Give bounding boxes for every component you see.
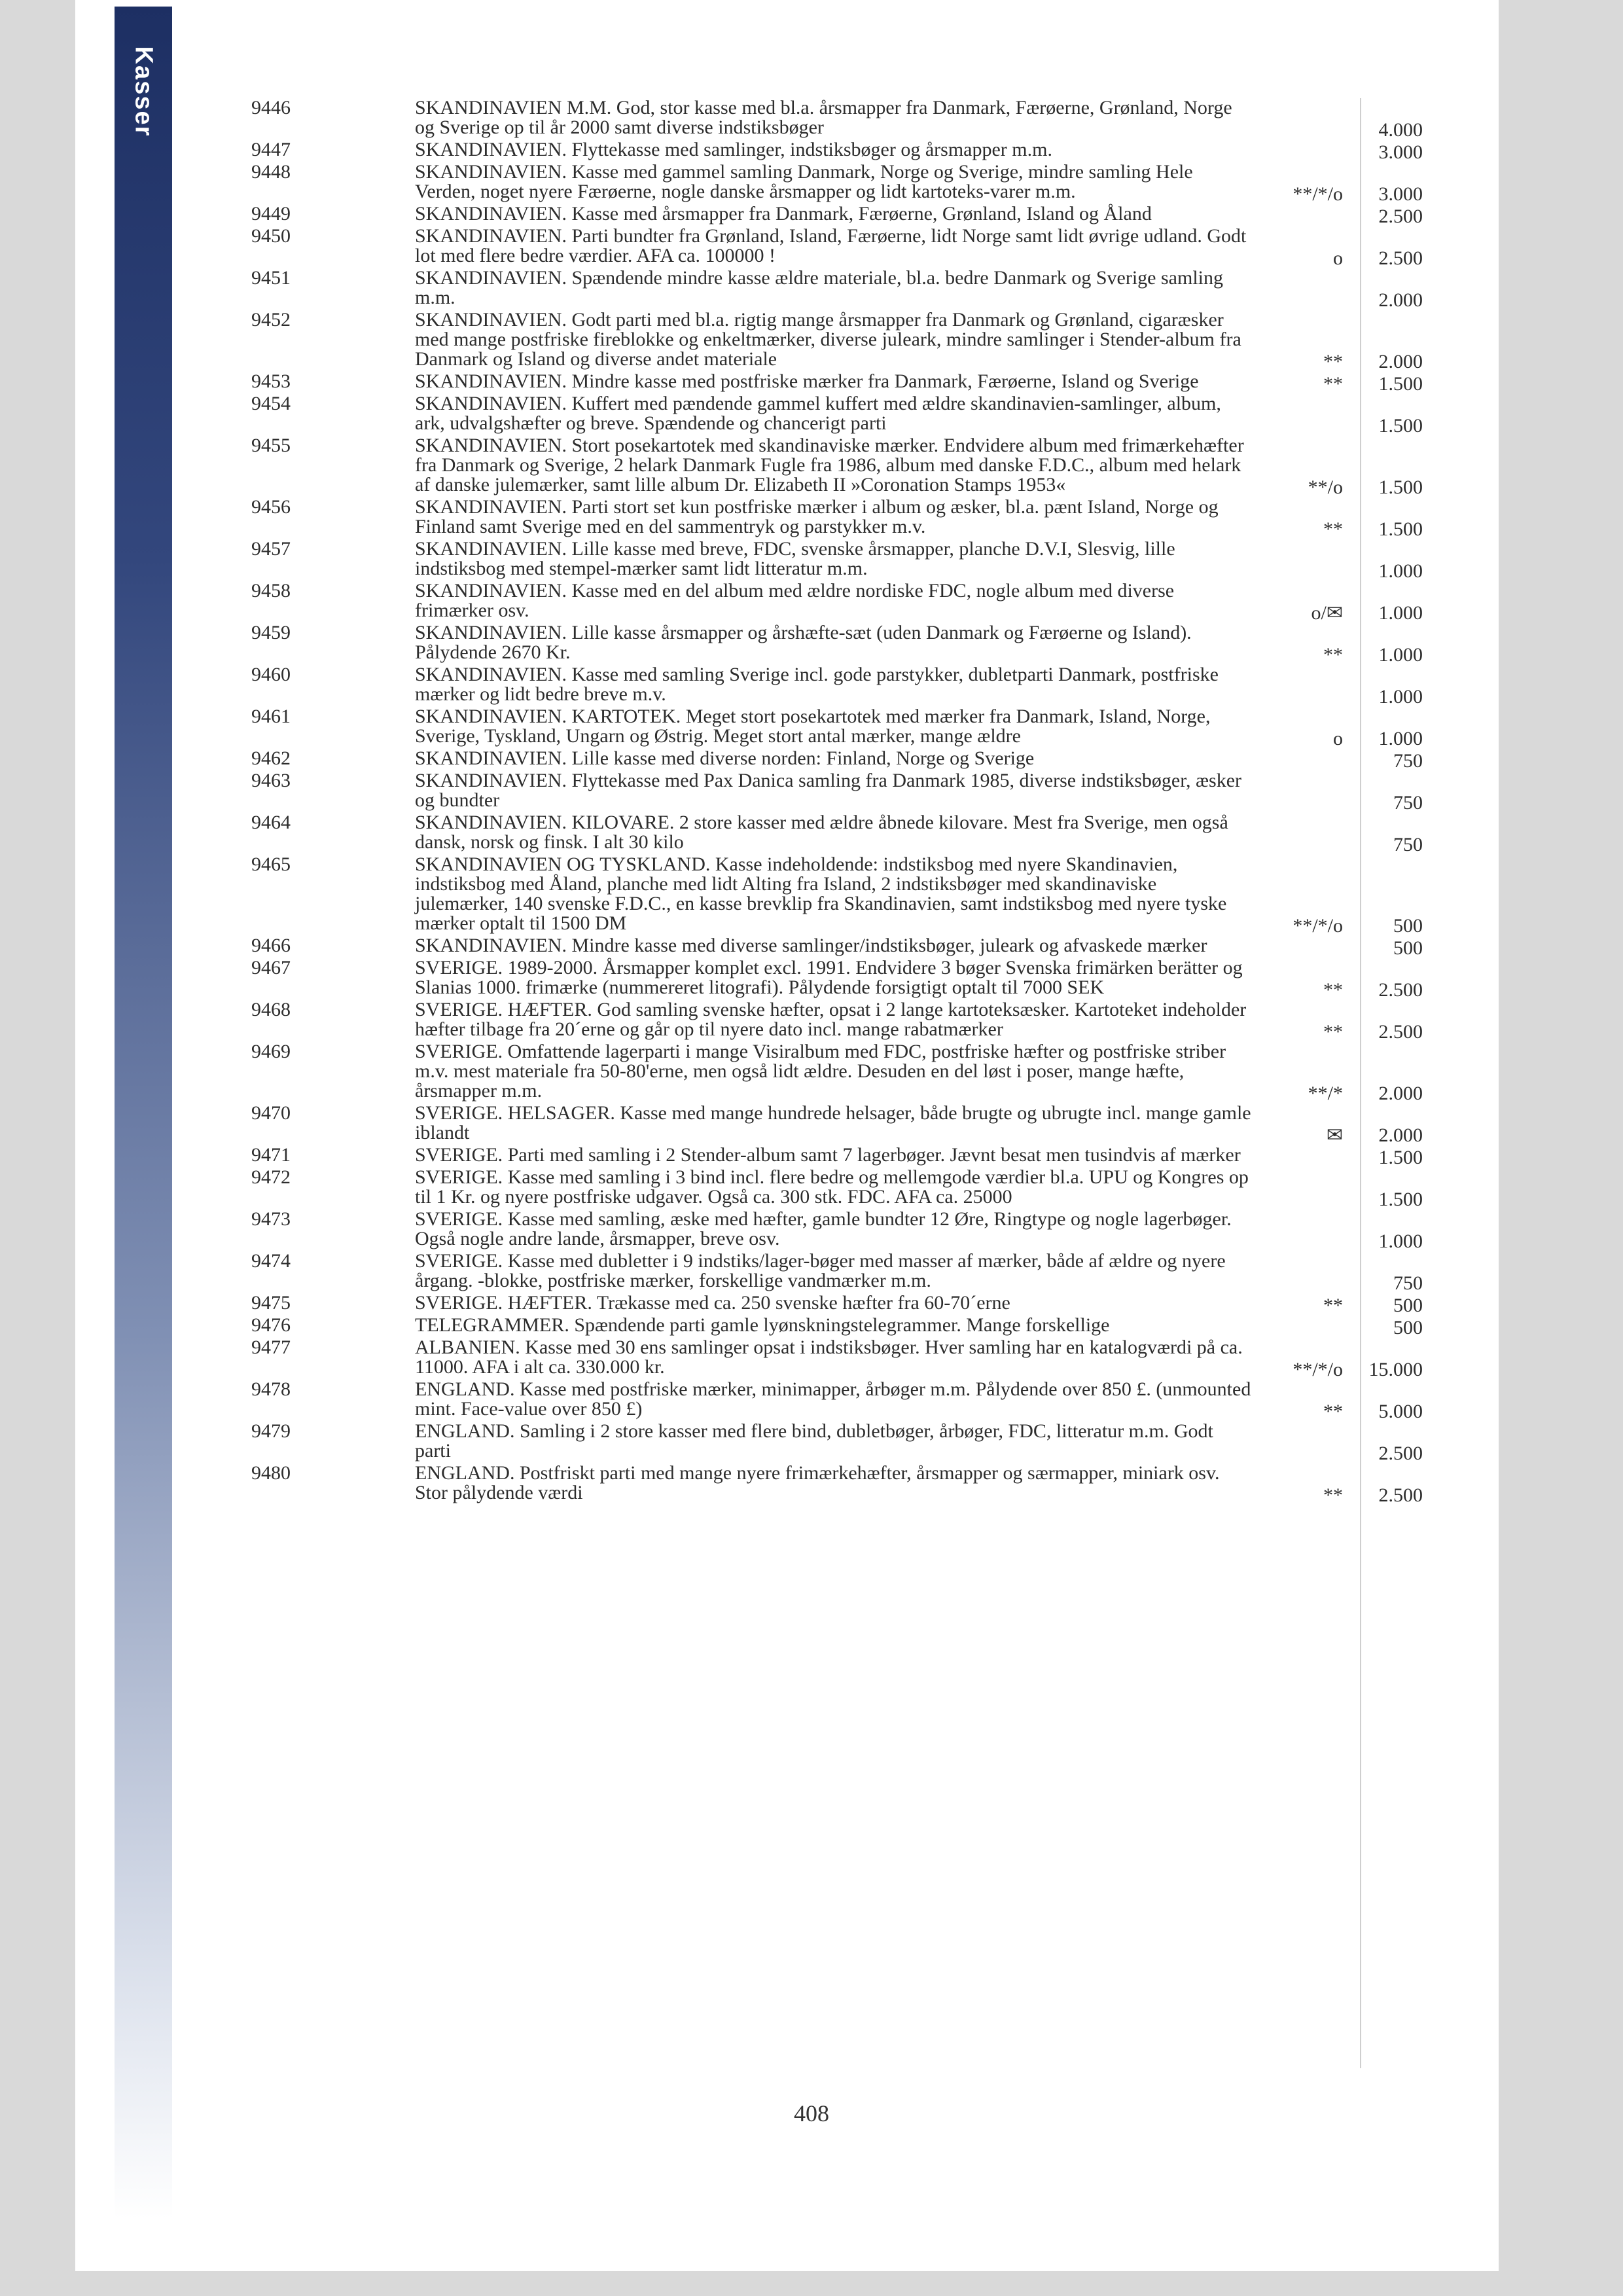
lot-description: SVERIGE. 1989-2000. Årsmapper komplet excl. 1991. Endvidere 3 bøger Svenska frimärken berätter og Slanias 1000. frimærke (nummereret litografi). Pålydende forsigtigt optalt til 7000 SEK (415, 957, 1243, 998)
lot-price: 1.500 (1378, 518, 1423, 540)
lot-description: SKANDINAVIEN M.M. God, stor kasse med bl.a. årsmapper fra Danmark, Færøerne, Grønland, Norge og Sverige op til år 2000 samt diverse indstiksbøger (415, 97, 1232, 138)
lot-price: 1.500 (1378, 373, 1423, 395)
lot-description: SKANDINAVIEN. Godt parti med bl.a. rigtig mange årsmapper fra Danmark og Grønland, cigaræsker med mange postfriske fireblokke og enkeltmærker, diverse juleark, mindre samlinger i Stender-album fra Danmark og Island og diverse andet materiale (415, 309, 1241, 370)
lot-description: SKANDINAVIEN. Kasse med samling Sverige incl. gode parstykker, dubletparti Danmark, postfriske mærker og lidt bedre breve m.v. (415, 664, 1219, 705)
lot-price: 1.000 (1378, 1230, 1423, 1252)
lot-row (251, 581, 1423, 623)
lot-description: ENGLAND. Samling i 2 store kasser med flere bind, dubletbøger, årbøger, FDC, litteratur m.m. Godt parti (415, 1420, 1213, 1462)
lot-price: 1.500 (1378, 415, 1423, 437)
lot-row (251, 497, 1423, 539)
lot-row (251, 707, 1423, 749)
lot-price: 3.000 (1378, 183, 1423, 205)
lot-price: 2.000 (1378, 351, 1423, 372)
lot-row (251, 1463, 1423, 1505)
lot-description: SKANDINAVIEN. Parti bundter fra Grønland, Island, Færøerne, lidt Norge samt lidt øvrige udland. Godt lot med flere bedre værdier. AFA ca. 100000 ! (415, 225, 1247, 266)
lot-row (251, 372, 1423, 394)
lot-price: 750 (1393, 834, 1423, 855)
lot-row (251, 958, 1423, 1000)
lot-row (251, 1210, 1423, 1251)
lot-number: 9447 (251, 139, 291, 160)
lot-description: TELEGRAMMER. Spændende parti gamle lyønskningstelegrammer. Mange forskellige (415, 1314, 1110, 1336)
lot-description: SKANDINAVIEN. Mindre kasse med postfriske mærker fra Danmark, Færøerne, Island og Sverige (415, 370, 1199, 392)
lot-description: SKANDINAVIEN. Flyttekasse med samlinger, indstiksbøger og årsmapper m.m. (415, 139, 1052, 160)
lot-description: SKANDINAVIEN. KILOVARE. 2 store kasser med ældre åbnede kilovare. Mest fra Sverige, men også dansk, norsk og finsk. I alt 30 kilo (415, 812, 1228, 853)
lot-number: 9456 (251, 496, 291, 518)
lot-description: SKANDINAVIEN. Mindre kasse med diverse samlinger/indstiksbøger, juleark og afvaskede mærker (415, 935, 1207, 956)
lot-condition: **/*/o (1293, 915, 1343, 937)
lot-condition: o (1333, 247, 1343, 269)
lot-price: 1.500 (1378, 476, 1423, 498)
lot-description: ENGLAND. Postfriskt parti med mange nyere frimærkehæfter, årsmapper og særmapper, miniark osv. Stor pålydende værdi (415, 1462, 1220, 1503)
lot-condition: o (1333, 728, 1343, 749)
lot-condition: **/*/o (1293, 1359, 1343, 1380)
lot-price: 500 (1393, 1295, 1423, 1316)
lot-condition: ** (1323, 373, 1343, 395)
lot-number: 9449 (251, 203, 291, 224)
lot-condition: **/o (1308, 476, 1343, 498)
lot-row (251, 749, 1423, 771)
lot-price: 4.000 (1378, 119, 1423, 141)
lot-condition: ** (1323, 351, 1343, 372)
lot-number: 9470 (251, 1102, 291, 1124)
lot-description: SKANDINAVIEN. Lille kasse med breve, FDC, svenske årsmapper, planche D.V.I, Slesvig, lille indstiksbog med stempel-mærker samt lidt litteratur m.m. (415, 538, 1175, 579)
lot-row (251, 436, 1423, 497)
lot-description: SVERIGE. HÆFTER. Trækasse med ca. 250 svenske hæfter fra 60-70´erne (415, 1292, 1010, 1314)
lot-price: 750 (1393, 792, 1423, 814)
lot-number: 9467 (251, 957, 291, 978)
lot-row (251, 855, 1423, 936)
lot-number: 9468 (251, 999, 291, 1020)
lot-number: 9463 (251, 770, 291, 791)
lot-row (251, 1168, 1423, 1210)
lot-description: SKANDINAVIEN. Lille kasse med diverse norden: Finland, Norge og Sverige (415, 747, 1035, 769)
lot-price: 2.000 (1378, 289, 1423, 311)
lot-description: SVERIGE. Kasse med samling, æske med hæfter, gamle bundter 12 Øre, Ringtype og nogle lagerbøger. Også nogle andre lande, årsmapper, breve osv. (415, 1208, 1232, 1249)
lot-number: 9478 (251, 1378, 291, 1400)
lot-price: 500 (1393, 1317, 1423, 1338)
lot-description: SVERIGE. Omfattende lagerparti i mange Visiralbum med FDC, postfriske hæfter og postfriske striber m.v. mest materiale fra 50-80'erne, men også lidt ældre. Desuden en del løst i poser, mange hæfte, årsmapper m.m. (415, 1041, 1226, 1102)
lot-description: SKANDINAVIEN. Kasse med gammel samling Danmark, Norge og Sverige, mindre samling Hele Verden, noget nyere Færøerne, nogle danske årsmapper og lidt kartoteks-varer m.m. (415, 161, 1193, 202)
lot-description: SVERIGE. Kasse med dubletter i 9 indstiks/lager-bøger med masser af mærker, både af ældre og nyere årgang. -blokke, postfriske mærker, forskellige vandmærker m.m. (415, 1250, 1226, 1291)
lot-number: 9460 (251, 664, 291, 685)
lot-description: SKANDINAVIEN. KARTOTEK. Meget stort posekartotek med mærker fra Danmark, Island, Norge, Sverige, Tyskland, Ungarn og Østrig. Meget stort antal mærker, mange ældre (415, 706, 1211, 747)
lot-row (251, 539, 1423, 581)
lot-condition: ** (1323, 1401, 1343, 1422)
lot-row (251, 813, 1423, 855)
lot-number: 9450 (251, 225, 291, 247)
lot-condition: ** (1323, 1021, 1343, 1043)
lot-number: 9475 (251, 1292, 291, 1314)
lot-price: 2.000 (1378, 1083, 1423, 1104)
lot-price: 500 (1393, 915, 1423, 937)
lot-row (251, 1338, 1423, 1380)
lot-number: 9474 (251, 1250, 291, 1272)
lot-row (251, 1380, 1423, 1422)
lot-number: 9466 (251, 935, 291, 956)
lot-price: 2.500 (1378, 247, 1423, 269)
lot-condition: ** (1323, 518, 1343, 540)
lot-condition: ** (1323, 644, 1343, 666)
lot-description: SVERIGE. HELSAGER. Kasse med mange hundrede helsager, både brugte og ubrugte incl. mange gamle iblandt (415, 1102, 1251, 1143)
lot-number: 9477 (251, 1336, 291, 1358)
lot-row (251, 771, 1423, 813)
lot-number: 9479 (251, 1420, 291, 1442)
lot-number: 9452 (251, 309, 291, 331)
lot-number: 9448 (251, 161, 291, 183)
lot-price: 2.500 (1378, 979, 1423, 1001)
lot-price: 2.500 (1378, 1443, 1423, 1464)
page-number: 408 (794, 2100, 829, 2126)
lot-row (251, 665, 1423, 707)
lot-price: 1.000 (1378, 644, 1423, 666)
lot-row (251, 204, 1423, 226)
lot-row (251, 162, 1423, 204)
lot-description: SKANDINAVIEN. Kasse med årsmapper fra Danmark, Færøerne, Grønland, Island og Åland (415, 203, 1152, 224)
lot-price: 5.000 (1378, 1401, 1423, 1422)
lot-number: 9455 (251, 435, 291, 456)
lot-price: 3.000 (1378, 141, 1423, 163)
lot-price: 500 (1393, 937, 1423, 959)
lot-number: 9462 (251, 747, 291, 769)
lot-description: SKANDINAVIEN. Lille kasse årsmapper og årshæfte-sæt (uden Danmark og Færøerne og Island). Pålydende 2670 Kr. (415, 622, 1192, 663)
lot-number: 9464 (251, 812, 291, 833)
lot-row (251, 1422, 1423, 1463)
lot-number: 9480 (251, 1462, 291, 1484)
lot-condition: ** (1323, 979, 1343, 1001)
lot-price: 2.500 (1378, 1021, 1423, 1043)
lot-row (251, 1145, 1423, 1168)
lot-number: 9465 (251, 853, 291, 875)
lot-price: 750 (1393, 750, 1423, 772)
lot-description: SKANDINAVIEN OG TYSKLAND. Kasse indeholdende: indstiksbog med nyere Skandinavien, indstiksbog med Åland, planche med lidt Alting fra Island, 2 indstiksbøger med skandinaviske julemærker, 140 svenske F.D.C., en kasse brevklip fra Skandinavien, samt indstiksbog med nyere tyske mærker optalt til 1500 DM (415, 853, 1227, 934)
lot-price: 750 (1393, 1272, 1423, 1294)
lot-number: 9461 (251, 706, 291, 727)
lot-description: SKANDINAVIEN. Kuffert med pændende gammel kuffert med ældre skandinavien-samlinger, album, ark, udvalgshæfter og breve. Spændende og chancerigt parti (415, 393, 1221, 434)
lot-row (251, 1316, 1423, 1338)
lot-condition: ** (1323, 1295, 1343, 1316)
lot-description: SKANDINAVIEN. Spændende mindre kasse ældre materiale, bl.a. bedre Danmark og Sverige samling m.m. (415, 267, 1223, 308)
lot-number: 9471 (251, 1144, 291, 1166)
lot-number: 9473 (251, 1208, 291, 1230)
lot-row (251, 268, 1423, 310)
lot-description: SKANDINAVIEN. Kasse med en del album med ældre nordiske FDC, nogle album med diverse frimærker osv. (415, 580, 1175, 621)
lot-number: 9457 (251, 538, 291, 560)
lot-price: 2.500 (1378, 206, 1423, 227)
lot-number: 9458 (251, 580, 291, 601)
lot-description: ENGLAND. Kasse med postfriske mærker, minimapper, årbøger m.m. Pålydende over 850 £. (unmounted mint. Face-value over 850 £) (415, 1378, 1251, 1420)
lot-description: SKANDINAVIEN. Stort posekartotek med skandinaviske mærker. Endvidere album med frimærkehæfter fra Danmark og Sverige, 2 helark Danmark Fugle fra 1986, album med danske F.D.C., album med helark af danske julemærker, samt lille album Dr. Elizabeth II »Coronation Stamps 1953« (415, 435, 1244, 495)
lot-listing (251, 98, 1423, 1505)
lot-number: 9469 (251, 1041, 291, 1062)
lot-price: 1.000 (1378, 602, 1423, 624)
lot-number: 9453 (251, 370, 291, 392)
lot-number: 9451 (251, 267, 291, 289)
lot-row (251, 1042, 1423, 1103)
lot-condition: ✉ (1326, 1124, 1343, 1146)
lot-row (251, 226, 1423, 268)
lot-condition: **/*/o (1293, 183, 1343, 205)
lot-condition: o/✉ (1311, 602, 1343, 624)
lot-number: 9454 (251, 393, 291, 414)
lot-row (251, 1293, 1423, 1316)
lot-row (251, 98, 1423, 140)
lot-number: 9459 (251, 622, 291, 643)
lot-description: SVERIGE. Kasse med samling i 3 bind incl. flere bedre og mellemgode værdier bl.a. UPU og Kongres op til 1 Kr. og nyere postfriske udgaver. Også ca. 300 stk. FDC. AFA ca. 25000 (415, 1166, 1249, 1208)
lot-price: 2.500 (1378, 1484, 1423, 1506)
lot-price: 1.000 (1378, 686, 1423, 708)
lot-number: 9476 (251, 1314, 291, 1336)
lot-price: 1.500 (1378, 1189, 1423, 1210)
lot-row (251, 936, 1423, 958)
lot-description: SVERIGE. Parti med samling i 2 Stender-album samt 7 lagerbøger. Jævnt besat men tusindvis af mærker (415, 1144, 1241, 1166)
lot-condition: **/* (1308, 1083, 1343, 1104)
lot-row (251, 310, 1423, 372)
lot-row (251, 1103, 1423, 1145)
lot-row (251, 623, 1423, 665)
lot-price: 1.500 (1378, 1147, 1423, 1168)
lot-row (251, 394, 1423, 436)
lot-description: SKANDINAVIEN. Flyttekasse med Pax Danica samling fra Danmark 1985, diverse indstiksbøger, æsker og bundter (415, 770, 1242, 811)
lot-price: 1.000 (1378, 560, 1423, 582)
lot-row (251, 1000, 1423, 1042)
section-tab-label: Kasser (130, 46, 158, 137)
section-tab (115, 7, 172, 2219)
lot-row (251, 1251, 1423, 1293)
lot-price: 1.000 (1378, 728, 1423, 749)
lot-price: 2.000 (1378, 1124, 1423, 1146)
lot-description: SKANDINAVIEN. Parti stort set kun postfriske mærker i album og æsker, bl.a. pænt Island, Norge og Finland samt Sverige med en del sammentryk og parstykker m.v. (415, 496, 1219, 537)
lot-price: 15.000 (1368, 1359, 1423, 1380)
lot-row (251, 140, 1423, 162)
lot-description: ALBANIEN. Kasse med 30 ens samlinger opsat i indstiksbøger. Hver samling har en katalogværdi på ca. 11000. AFA i alt ca. 330.000 kr. (415, 1336, 1243, 1378)
lot-number: 9472 (251, 1166, 291, 1188)
lot-number: 9446 (251, 97, 291, 118)
lot-description: SVERIGE. HÆFTER. God samling svenske hæfter, opsat i 2 lange kartoteksæsker. Kartoteket indeholder hæfter tilbage fra 20´erne og går op til nyere dato incl. mange rabatmærker (415, 999, 1247, 1040)
lot-condition: ** (1323, 1484, 1343, 1506)
